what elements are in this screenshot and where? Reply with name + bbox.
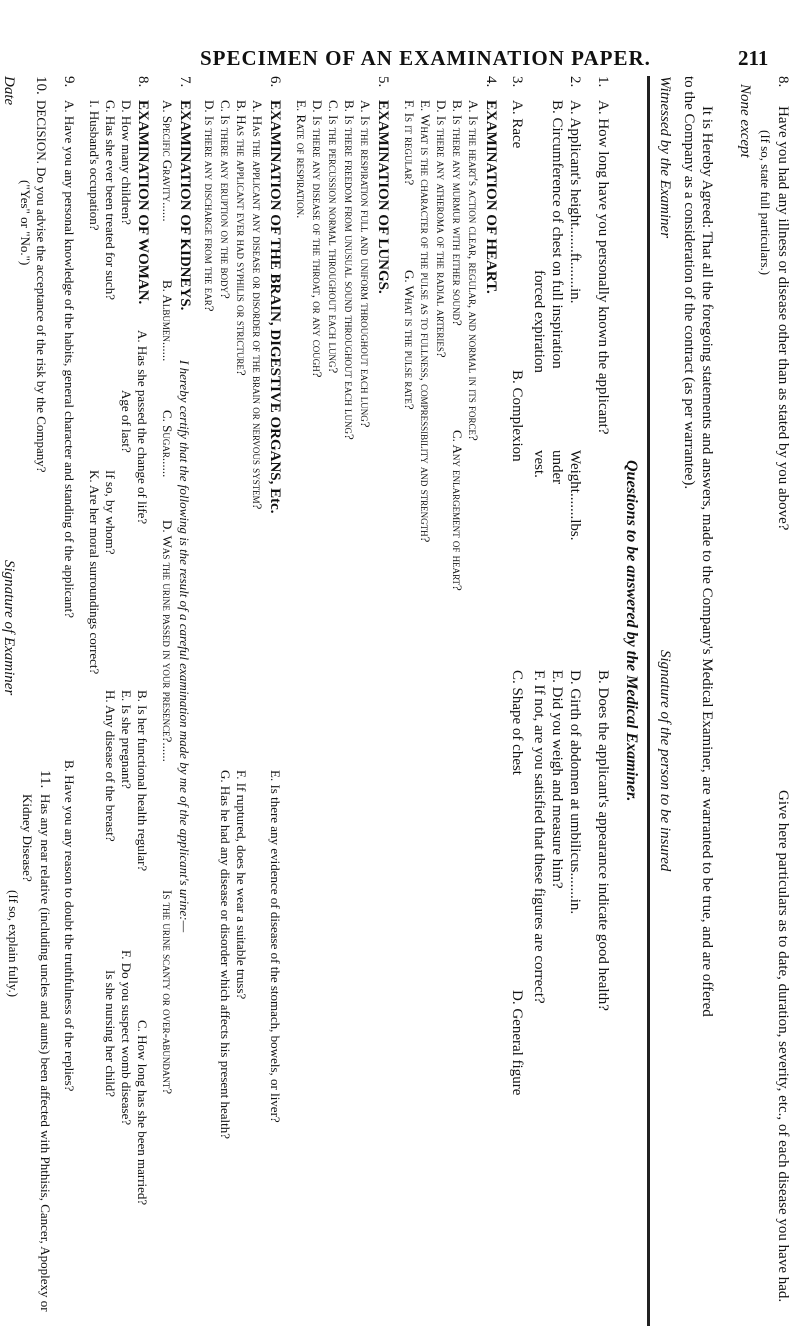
q3-shape: C. Shape of chest <box>509 670 525 775</box>
q8-note: (If so, state full particulars.) <box>758 130 773 276</box>
q8b-moral: K. Are her moral surroundings correct? <box>87 470 102 675</box>
q9-knowledge: A. Have you any personal knowledge of the habits, general character and standing of the applicant? <box>62 100 77 619</box>
q6-title: EXAMINATION OF THE BRAIN, DIGESTIVE ORGANS, Etc. <box>267 100 283 514</box>
q9-truthfulness: B. Have you any reason to doubt the truthfulness of the replies? <box>62 760 77 1092</box>
q6-item: C. Is there any eruption on the body? <box>218 100 233 299</box>
q5-item: C. Is the percussion normal throughout each lung? <box>326 100 341 374</box>
q2-weight: Weight.......lbs. <box>567 450 583 541</box>
q4-item: B. Is there any murmur with either sound? <box>450 100 465 326</box>
q2-weigh: E. Did you weigh and measure him? <box>549 670 565 889</box>
q5-item: E. Rate of respiration. <box>294 100 309 219</box>
examiner-signature-label: Signature of Examiner <box>1 560 17 696</box>
q2-height: A. Applicant's height.......ft.......in. <box>567 100 583 304</box>
witness-label: Witnessed by the Examiner <box>657 76 673 239</box>
q8-text: Have you had any illness or disease other than as stated by you above? <box>775 106 791 531</box>
q7-number: 7. <box>177 76 193 88</box>
q5-item: B. Is there freedom from unusual sound throughout each lung? <box>342 100 357 440</box>
q2-number: 2. <box>567 76 583 88</box>
q5-item: A. Is the respiration full and uniform throughout each lung? <box>358 100 373 428</box>
q6-item: D. Is there any discharge from the ear? <box>202 100 217 312</box>
q2-vest: vest. <box>531 450 547 478</box>
q8b-functional-health: B. Is her functional health regular? <box>135 690 150 872</box>
q8b-nursing: Is she nursing her child? <box>103 970 118 1098</box>
page-number: 211 <box>738 46 769 70</box>
q8b-breast: H. Any disease of the breast? <box>103 690 118 842</box>
q7-title: EXAMINATION OF KIDNEYS. <box>177 100 193 311</box>
q4-item: F. Is it regular? <box>402 100 417 186</box>
q10-number: 10. <box>33 76 49 95</box>
q8-except: None except <box>737 84 753 158</box>
q8b-womb: F. Do you suspect womb disease? <box>119 950 134 1126</box>
q4-item: E. What is the character of the pulse as to fullness, compressibility and strength? <box>418 100 433 543</box>
q2-girth: D. Girth of abdomen at umbilicus.......in. <box>567 670 583 915</box>
page-title: SPECIMEN OF AN EXAMINATION PAPER. <box>200 46 651 70</box>
q8b-married: C. How long has she been married? <box>135 1020 150 1206</box>
q10-decision: DECISION. Do you advise the acceptance of the risk by the Company? <box>34 100 49 473</box>
q2-forced: forced expiration <box>531 270 547 373</box>
page-header <box>0 0 800 70</box>
q7-albumen: B. Albumen...... <box>160 280 175 362</box>
q3-race: A. Race <box>509 100 525 149</box>
q11-relatives: Has any near relative (including uncles and aunts) been affected with Phthisis, Cancer, Apoplexy or Kidney Disease? <box>20 794 53 1312</box>
q6-truss: F. If ruptured, does he wear a suitable truss? <box>234 770 249 1000</box>
q1-appearance: B. Does the applicant's appearance indicate good health? <box>595 670 611 1011</box>
q11-number: 11. <box>37 770 53 789</box>
agreement-line-2: to the Company as a consideration of the contract (as per warrantee). <box>681 76 697 490</box>
q4-item: D. Is there any atheroma of the radial arteries? <box>434 100 449 358</box>
q5-title: EXAMINATION OF LUNGS. <box>375 100 391 294</box>
q6-present-health: G. Has he had any disease or disorder which affects his present health? <box>218 770 233 1140</box>
q4-item: C. Any enlargement of heart? <box>450 430 465 591</box>
q7-passed: D. Was the urine passed in your presence?...... <box>160 520 175 762</box>
q7-sugar: C. Sugar...... <box>160 410 175 478</box>
q4-item: A. Is the heart's action clear, regular, and normal in its force? <box>466 100 481 441</box>
q4-number: 4. <box>483 76 499 88</box>
q1-number: 1. <box>595 76 611 88</box>
q7-scanty: Is the urine scanty or over-abundant? <box>160 890 175 1095</box>
q6-stomach: E. Is there any evidence of disease of the stomach, bowels, or liver? <box>268 770 283 1123</box>
q10-yes-no: ("Yes" or "No.") <box>18 180 33 266</box>
q8b-treated: G. Has she ever been treated for such? <box>103 100 118 300</box>
q6-number: 6. <box>267 76 283 88</box>
q6-item: B. Has the applicant ever had syphilis or stricture? <box>234 100 249 376</box>
q4-title: EXAMINATION OF HEART. <box>483 100 499 294</box>
insured-signature-label: Signature of the person to be insured <box>657 650 673 872</box>
agreement-line-1: It is Hereby Agreed: That all the foregoing statements and answers, made to the Company's Medical Examiner, are warranted to be true, and are offered <box>699 106 715 1017</box>
q6-item: A. Has the applicant any disease or disorder of the brain or nervous system? <box>250 100 265 510</box>
q2-under: under <box>549 450 565 485</box>
q8b-age-last: Age of last? <box>119 390 134 453</box>
q8b-change-of-life: A. Has she passed the change of life? <box>135 330 150 525</box>
q3-number: 3. <box>509 76 525 88</box>
q2-correct: F. If not, are you satisfied that these figures are correct? <box>531 670 547 1004</box>
q8b-children: D. How many children? <box>119 100 134 225</box>
date-label: Date <box>1 76 17 106</box>
q7-certify: I hereby certify that the following is the result of a careful examination made by me of the applicant's urine:— <box>177 360 192 933</box>
q3-complexion: B. Complexion <box>509 370 525 462</box>
q8b-husband: I. Husband's occupation? <box>87 100 102 231</box>
q8-number: 8. <box>775 76 791 88</box>
q7-gravity: A. Specific Gravity...... <box>160 100 175 222</box>
q8b-number: 8. <box>135 76 151 88</box>
divider <box>647 76 650 1326</box>
q8b-title: EXAMINATION OF WOMAN. <box>135 100 151 305</box>
q9-number: 9. <box>61 76 77 88</box>
q4-item: G. What is the pulse rate? <box>402 270 417 410</box>
q2-chest: B. Circumference of chest on full inspiration <box>549 100 565 369</box>
q5-item: D. Is there any disease of the throat, or any cough? <box>310 100 325 378</box>
medical-heading: Questions to be answered by the Medical Examiner. <box>623 460 640 802</box>
q8b-pregnant: E. Is she pregnant? <box>119 690 134 789</box>
q1-known: A. How long have you personally known the applicant? <box>595 100 611 435</box>
rotated-form <box>0 70 800 1334</box>
q5-number: 5. <box>375 76 391 88</box>
q3-general: D. General figure <box>509 990 525 1096</box>
q11-note: (If so, explain fully.) <box>6 890 21 998</box>
q8-particulars: Give here particulars as to date, duration, severity, etc., of each disease you have had. <box>775 790 791 1303</box>
q8b-by-whom: If so, by whom? <box>103 470 118 555</box>
